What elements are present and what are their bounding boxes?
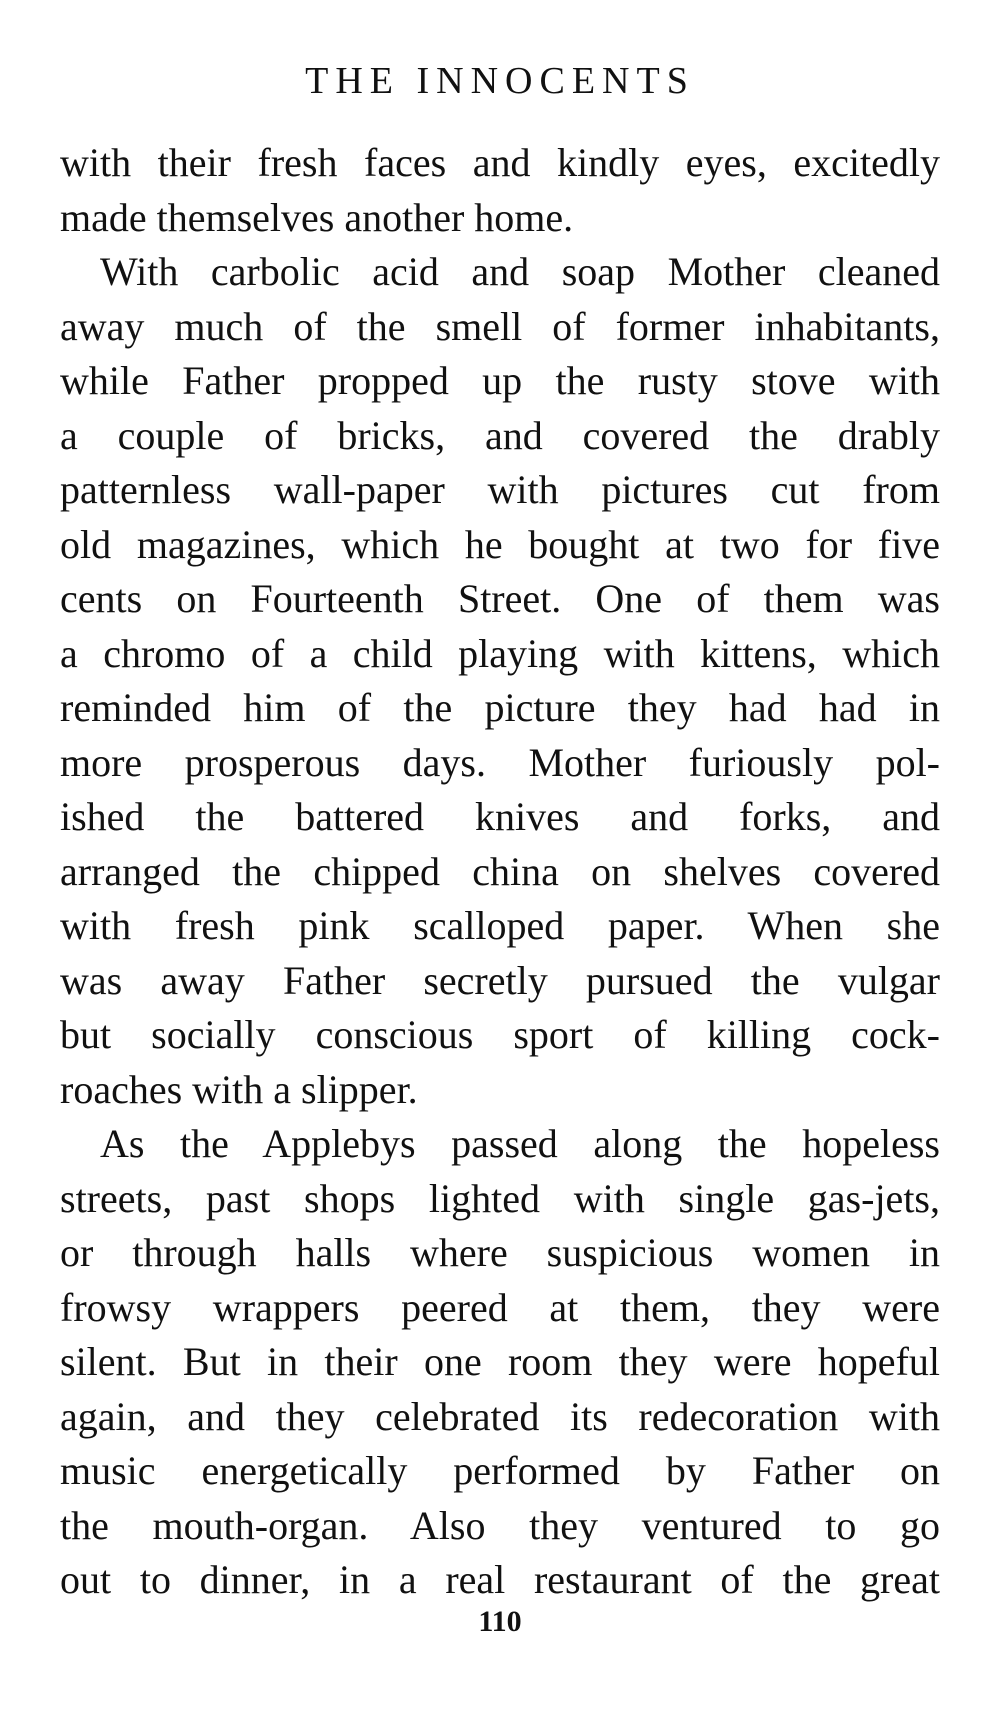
text-line: streets, past shops lighted with single gas-jets, [60, 1175, 940, 1221]
text-line: with fresh pink scalloped paper. When she [60, 903, 940, 948]
text-line: with their fresh faces and kindly eyes, excitedly [60, 140, 940, 185]
text-line: but socially conscious sport of killing cock- [60, 1012, 940, 1057]
page-number: 110 [478, 1605, 522, 1638]
running-head: THE INNOCENTS [305, 60, 695, 102]
text-line: the mouth-organ. Also they ventured to go [60, 1502, 940, 1548]
text-line: while Father propped up the rusty stove with [60, 358, 940, 403]
text-line: patternless wall-paper with pictures cut from [60, 467, 940, 512]
text-line: made themselves another home. [60, 194, 574, 240]
text-line: was away Father secretly pursued the vulgar [60, 957, 940, 1003]
body-text [60, 136, 940, 1608]
text-line: again, and they celebrated its redecoration with [60, 1393, 940, 1439]
text-line: reminded him of the picture they had had in [60, 685, 940, 730]
text-line: roaches with a slipper. [60, 1066, 418, 1112]
text-line: ished the battered knives and forks, and [60, 794, 940, 839]
text-line: a chromo of a child playing with kittens, which [60, 630, 940, 676]
text-line: a couple of bricks, and covered the drably [60, 412, 940, 458]
text-line: or through halls where suspicious women in [60, 1230, 940, 1275]
text-line: With carbolic acid and soap Mother cleaned [100, 249, 940, 294]
text-line: music energetically performed by Father on [60, 1448, 940, 1493]
text-line: out to dinner, in a real restaurant of the great [60, 1557, 940, 1602]
text-line: frowsy wrappers peered at them, they were [60, 1284, 940, 1330]
text-line: As the Applebys passed along the hopeless [100, 1121, 940, 1166]
text-line: silent. But in their one room they were hopeful [60, 1339, 940, 1384]
text-line: arranged the chipped china on shelves covered [60, 848, 940, 894]
text-line: old magazines, which he bought at two for five [60, 521, 940, 567]
text-line: away much of the smell of former inhabitants, [60, 303, 940, 349]
text-line: more prosperous days. Mother furiously pol- [60, 739, 940, 785]
text-line: cents on Fourteenth Street. One of them was [60, 576, 940, 621]
